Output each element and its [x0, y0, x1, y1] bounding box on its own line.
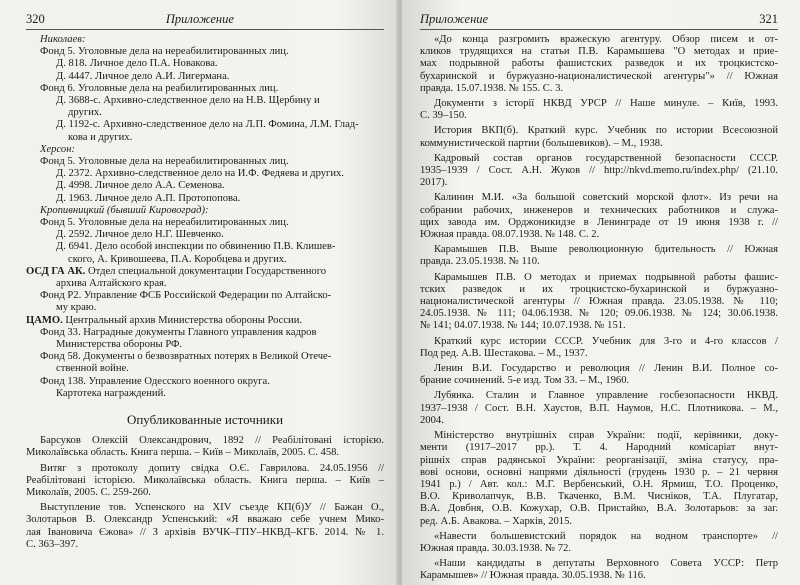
camo-entry	[26, 315, 384, 327]
entry-line: кликов трудящихся на статьи П.В. Карамышева "О методах и прие-	[420, 46, 778, 58]
list-line: Фонд 5. Уголовные дела на нереабилитированных лиц.	[40, 46, 289, 58]
left-running-title: Приложение	[165, 12, 234, 26]
left-page-number: 320	[26, 12, 45, 26]
list-line: Фонд 33. Наградные документы Главного управления кадров	[40, 326, 317, 338]
list-line: Министерства обороны РФ.	[56, 339, 183, 351]
published-sources-list	[26, 435, 384, 551]
list-line: Д. 6941. Дело особой инспекции по обвинению П.В. Клишев-	[56, 241, 336, 253]
list-line: других.	[68, 107, 102, 119]
entry-line: вові основи, основні напрями діяльності (грудень 1930 р. – 21 червня	[420, 466, 778, 478]
list-line: Николаев:	[40, 34, 86, 45]
entry-line: коммунистической партии (большевиков). – М., 1938.	[420, 137, 663, 149]
bibliography-entry	[26, 502, 384, 551]
entry-line: «Навести большевистский порядок на водном транспорте» //	[434, 530, 778, 542]
entry-line: правда. 15.07.1938. № 155. С. 3.	[420, 82, 564, 94]
bibliography-entry	[420, 390, 778, 427]
entry-line: 1941 р.) / Авт. кол.: М.Г. Вербенський, О.Н. Ярмиш, Т.О. Проценко,	[420, 478, 778, 490]
entry-line: Золотарьов В. Олександр Успенський: «Я вважаю себе учнем Мико-	[26, 514, 384, 526]
entry-line: мах подрывной работы фашистских разведок и их троцкистско-	[420, 58, 778, 70]
entry-line: собрании рабочих, инженеров и технических работников и служа-	[420, 204, 778, 216]
entry-line: Карамышев П.В. Выше революционную бдительность // Южная	[434, 244, 778, 256]
entry-line: Документи з історії НКВД УРСР // Наше минуле. – Київ, 1993.	[434, 98, 778, 110]
list-line: Д. 2592. Личное дело Н.Г. Шевченко.	[56, 229, 224, 241]
entry-line: Барсуков Олексій Олександрович, 1892 // Реабілітовані історією.	[40, 435, 384, 447]
entry-line: тских разведок и их троцкистско-бухаринской и буржуазно-	[420, 283, 778, 295]
entry-line: 2017).	[420, 177, 448, 189]
right-running-title: Приложение	[420, 12, 489, 26]
entry-line: «Наши кандидаты в депутаты Верховного Совета УССР: Петр	[434, 558, 778, 570]
bibliography-entry	[26, 463, 384, 500]
entry-line: Миколаївська область. Книга перша. – Київ – Миколаїв, 2005. С. 458.	[26, 447, 340, 459]
left-page	[0, 0, 398, 585]
bibliography-entry	[420, 272, 778, 333]
list-line: му краю.	[56, 302, 97, 314]
entry-line: щих завода им. Орджоникидзе в Ленинграде от 19 июня 1938 г. //	[420, 216, 778, 228]
entry-line: Реабілітовані історією. Миколаївська область. Книга перша. – Київ –	[26, 474, 384, 486]
osd-entry	[26, 266, 384, 278]
entry-line: ред. А.Б. Авакова. – Харків, 2015.	[420, 515, 573, 527]
camo-text: Центральный архив Министерства обороны России.	[62, 314, 303, 326]
bibliography-entry	[420, 192, 778, 241]
list-line: Д. 3688-с. Архивно-следственное дело на Н.В. Щербину и	[56, 95, 320, 107]
archive-list-part2	[26, 290, 384, 314]
bibliography-entry	[420, 363, 778, 387]
osd-abbr: ОСД ГА АК.	[26, 265, 86, 277]
left-page-header	[26, 12, 384, 30]
entry-line: № 141; 04.07.1938. № 144; 10.07.1938. № 151.	[420, 320, 626, 332]
right-page	[402, 0, 800, 585]
bibliography-entry	[420, 125, 778, 149]
list-line: Д. 1963. Личное дело А.П. Протопопова.	[56, 192, 241, 204]
section-title: Опубликованные источники	[126, 412, 284, 428]
entry-line: С. 39–150.	[420, 110, 467, 122]
entry-line: 1937–1938 / Сост. В.Н. Хаустов, В.П. Наумов, Н.С. Плотникова. – М.,	[420, 402, 778, 414]
bibliography-entry	[420, 98, 778, 122]
entry-line: Южная правда. 30.03.1938. № 72.	[420, 542, 571, 554]
bibliography-entry	[420, 153, 778, 190]
list-line: ственной войне.	[56, 363, 129, 375]
entry-line: бухаринской и буржуазно-националистической агентуры"» // Южная	[420, 70, 778, 82]
entry-line: правда. 23.05.1938. № 110.	[420, 256, 540, 268]
list-line: Фонд 5. Уголовные дела на нереабилитированных лиц.	[40, 217, 289, 229]
list-line: Д. 4998. Личное дело А.А. Семенова.	[56, 180, 225, 192]
entry-line: рішніх справ радянської України: реорганізації, зміна статусу, пра-	[420, 454, 778, 466]
list-line: кова и других.	[68, 131, 133, 143]
entry-line: Кадровый состав органов государственной безопасности СССР.	[434, 152, 778, 164]
entry-line: 2004.	[420, 414, 444, 426]
bibliography-entry	[420, 336, 778, 360]
right-page-header	[420, 12, 778, 30]
entry-line: Южная правда. 08.07.1938. № 148. С. 2.	[420, 229, 600, 241]
entry-line: «До конца разгромить вражескую агентуру. Обзор писем и от-	[434, 34, 778, 45]
osd-text: Отдел специальной документации Государственного	[85, 265, 327, 277]
entry-line: Калинин М.И. «За большой советский морской флот». Из речи на	[434, 192, 778, 204]
list-line: Фонд 6. Уголовные дела на реабилитированных лиц.	[40, 82, 279, 94]
osd-continuation: архива Алтайского края.	[56, 278, 167, 290]
archive-list-part3	[26, 327, 384, 400]
entry-line: Карамышев» // Южная правда. 30.05.1938. № 116.	[420, 570, 646, 582]
entry-line: Ленин В.И. Государство и революция // Ленин В.И. Полное со-	[434, 363, 778, 375]
entry-line: националистической агентуры // Южная правда. 23.05.1938. № 110;	[420, 296, 778, 308]
list-line: Фонд 58. Документы о безвозвратных потерях в Великой Отече-	[40, 351, 332, 363]
entry-line: менти (1917–2017 рр.). Т. 4. Народний комісаріат внут-	[420, 442, 778, 454]
bibliography-entry	[420, 244, 778, 268]
bibliography-entry	[420, 430, 778, 528]
list-line: Д. 818. Личное дело П.А. Новакова.	[56, 58, 218, 70]
entry-line: Выступление тов. Успенского на XIV съезде КП(б)У // Бажан О.,	[40, 502, 384, 514]
list-line: Херсон:	[40, 143, 75, 155]
entry-line: В.О. Криволапчук, В.В. Ткаченко, В.М. Чисніков, Т.А. Плугатар,	[420, 491, 778, 503]
list-line: Д. 2372. Архивно-следственное дело на И.Ф. Федяева и других.	[56, 168, 344, 180]
entry-line: Витяг з протоколу допиту свідка О.Є. Гаврилова. 24.05.1956 //	[40, 462, 384, 474]
list-line: Д. 1192-с. Архивно-следственное дело на Л.П. Фомина, Л.М. Глад-	[56, 119, 359, 131]
bibliography-entry	[26, 435, 384, 459]
entry-line: Карамышев П.В. О методах и приемах подрывной работы фашис-	[434, 271, 778, 283]
bibliography-entry	[420, 34, 778, 95]
list-line: Фонд 138. Управление Одесского военного округа.	[40, 375, 270, 387]
entry-line: брание сочинений. 5-е изд. Том 33. – М., 1960.	[420, 375, 630, 387]
entry-line: История ВКП(б). Краткий курс. Учебник по истории Всесоюзной	[434, 125, 778, 137]
list-line: Кропивницкий (бывший Кировоград):	[40, 204, 209, 216]
bibliography-entry	[420, 531, 778, 555]
entry-line: С. 363–397.	[26, 538, 79, 550]
entry-line: Под ред. А.В. Шестакова. – М., 1937.	[420, 347, 588, 359]
bibliography-entry	[420, 558, 778, 582]
entry-line: 24.05.1938. № 111; 04.06.1938. № 120; 09.06.1938. № 124; 30.06.1938.	[420, 308, 778, 320]
entry-line: Краткий курс истории СССР. Учебник для 3-го и 4-го классов /	[434, 335, 778, 347]
list-line: Д. 4447. Личное дело А.И. Лигермана.	[56, 70, 230, 82]
entry-line: Миколаїв, 2005. С. 259-260.	[26, 486, 151, 498]
entry-line: 1935–1939 / Сост. А.Н. Жуков // http://nkvd.memo.ru/index.php/ (21.10.	[420, 165, 778, 177]
entry-line: лая Івановича Єжова» // З архівів ВУЧК–ГПУ–НКВД–КГБ. 2014. № 1.	[26, 526, 384, 538]
list-line: Фонд 5. Уголовные дела на нереабилитированных лиц.	[40, 156, 289, 168]
entry-line: В.А. Довбня, О.В. Кожухар, О.В. Пристайко, В.А. Золотарьов: за заг.	[420, 503, 778, 515]
entry-line: Лубянка. Сталин и Главное управление госбезопасности НКВД.	[434, 390, 778, 402]
list-line: Фонд Р2. Управление ФСБ Российской Федерации по Алтайско-	[40, 290, 332, 302]
camo-abbr: ЦАМО.	[26, 314, 63, 326]
list-line: ского, А. Кривошеева, П.А. Коробцева и других.	[68, 253, 287, 265]
archive-list-part1	[26, 34, 384, 266]
right-page-number: 321	[759, 12, 778, 26]
entry-line: Міністерство внутрішніх справ України: події, керівники, доку-	[434, 430, 778, 442]
list-line: Картотека награждений.	[56, 387, 166, 399]
bibliography-list	[420, 34, 778, 583]
